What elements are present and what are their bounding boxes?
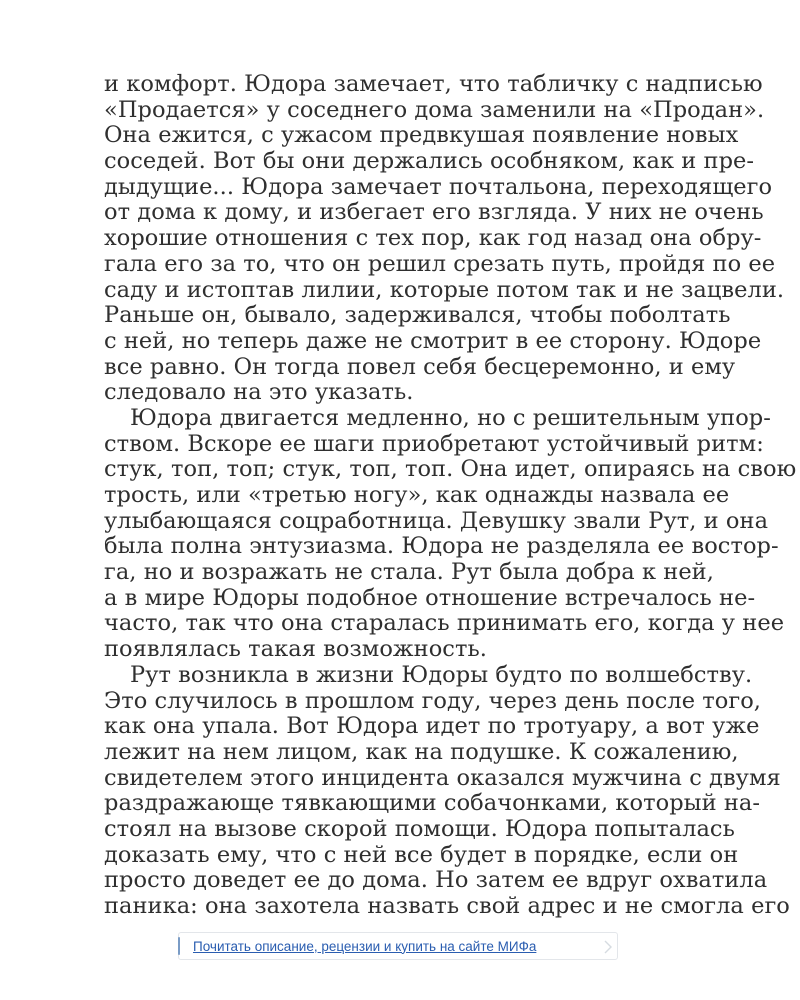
text-line: а в мире Юдоры подобное отношение встречалось не- [104, 584, 756, 611]
banner-accent-bar [178, 937, 180, 955]
text-line: была полна энтузиазма. Юдора не разделяла ее востор- [104, 533, 779, 560]
text-line: все равно. Он тогда повел себя бесцеремонно, и ему [104, 353, 736, 380]
text-line: свидетелем этого инцидента оказался мужчина с двумя [104, 764, 781, 791]
text-line: саду и истоптав лилии, которые потом так и не зацвели. [104, 276, 785, 303]
text-line: улыбающаяся соцработница. Девушку звали Рут, и она [104, 507, 769, 534]
text-line: ством. Вскоре ее шаги приобретают устойчивый ритм: [104, 430, 764, 457]
text-line: Она ежится, с ужасом предвкушая появление новых [104, 122, 739, 149]
text-line: Это случилось в прошлом году, через день после того, [104, 687, 761, 714]
text-line: доказать ему, что с ней все будет в порядке, если он [104, 841, 739, 868]
text-line: с ней, но теперь даже не смотрит в ее сторону. Юдоре [104, 327, 762, 354]
paragraph-start-line: Юдора двигается медленно, но с решительным упор- [130, 404, 771, 431]
text-line: трость, или «третью ногу», как однажды назвала ее [104, 482, 730, 508]
text-line: дыдущие... Юдора замечает почтальона, переходящего [104, 173, 773, 200]
text-line: и комфорт. Юдора замечает, что табличку с надписью [104, 71, 763, 97]
text-line: хорошие отношения с тех пор, как год назад она обру- [104, 225, 762, 252]
text-line: раздражающе тявкающими собачонками, который на- [104, 790, 761, 817]
text-line: га, но и возражать не стала. Рут была добра к ней, [104, 559, 714, 586]
text-line: следовало на это указать. [104, 379, 414, 406]
page-body-text [104, 71, 797, 920]
text-line: от дома к дому, и избегает его взгляда. У них не очень [104, 199, 764, 226]
text-line: паника: она захотела назвать свой адрес и не смогла его [104, 893, 790, 919]
purchase-link-banner[interactable] [178, 932, 618, 960]
text-line: как она упала. Вот Юдора идет по тротуару, а вот уже [104, 713, 760, 740]
text-line: стук, топ, топ; стук, топ, топ. Она идет, опираясь на свою [104, 456, 797, 483]
text-line: появлялась такая возможность. [104, 636, 487, 663]
text-line: «Продается» у соседнего дома заменили на «Продан». [104, 96, 765, 123]
text-line: лежит на нем лицом, как на подушке. К сожалению, [104, 738, 739, 765]
text-line: Раньше он, бывало, задерживался, чтобы поболтать [104, 302, 731, 329]
text-line: просто доведет ее до дома. Но затем ее вдруг охватила [104, 867, 768, 894]
chevron-right-icon [603, 940, 613, 954]
purchase-link[interactable]: Почитать описание, рецензии и купить на сайте МИФа [193, 938, 537, 954]
text-line: часто, так что она старалась принимать его, когда у нее [104, 610, 785, 637]
text-line: гала его за то, что он решил срезать путь, пройдя по ее [104, 250, 776, 277]
text-line: соседей. Вот бы они держались особняком, как и пре- [104, 148, 755, 175]
text-line: стоял на вызове скорой помощи. Юдора попыталась [104, 815, 735, 842]
paragraph-start-line: Рут возникла в жизни Юдоры будто по волшебству. [130, 661, 753, 688]
